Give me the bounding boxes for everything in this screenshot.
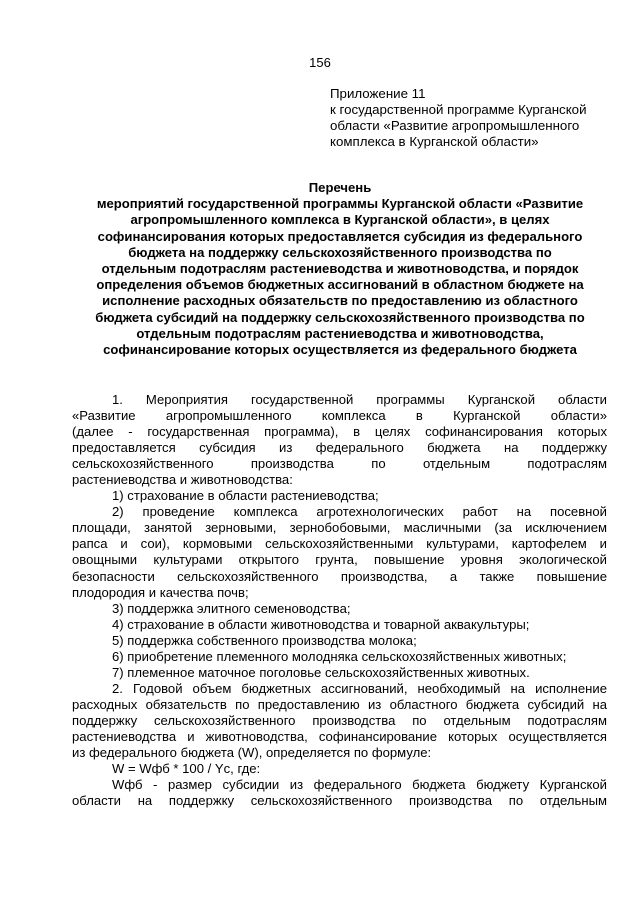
- appendix-block: [330, 86, 620, 150]
- heading-line: софинансирования которых предоставляется субсидия из федерального: [97, 228, 583, 244]
- document-heading: [60, 180, 620, 358]
- list-item: 3) поддержка элитного семеноводства;: [112, 600, 351, 616]
- appendix-line: Приложение 11: [330, 86, 426, 101]
- list-item: 4) страхование в области животноводства и товарной аквакультуры;: [112, 616, 530, 632]
- heading-line: мероприятий государственной программы Курганской области «Развитие: [96, 196, 584, 212]
- list-item: 2) проведение комплекса агротехнологических работ на посевной: [112, 504, 607, 520]
- body-line: Wфб - размер субсидии из федерального бюджета бюджету Курганской: [112, 777, 607, 793]
- list-item: 5) поддержка собственного производства молока;: [112, 632, 417, 648]
- body-line: (далее - государственная программа), в целях софинансирования которых: [72, 424, 607, 440]
- body-line: площади, занятой зерновыми, зернобобовыми, масличными (за исключением: [72, 520, 607, 536]
- body-line: растениеводства и животноводства:: [72, 472, 293, 488]
- appendix-line: к государственной программе Курганской: [330, 102, 587, 117]
- heading-title: Перечень: [308, 180, 372, 195]
- body-line: поддержку сельскохозяйственного производства по отдельным подотраслям: [72, 712, 607, 728]
- body-line: 1. Мероприятия государственной программы Курганской области: [112, 392, 607, 407]
- body-line: расходных обязательств по предоставлению из областного бюджета субсидий на: [72, 696, 607, 712]
- body-line: рапса и сои), кормовыми сельскохозяйственными культурами, картофелем и: [72, 536, 607, 552]
- body-line: 2. Годовой объем бюджетных ассигнований, необходимый на исполнение: [112, 680, 607, 696]
- document-body: [72, 392, 607, 809]
- heading-line: софинансирование которых осуществляется из федерального бюджета: [103, 342, 577, 358]
- body-line: плодородия и качества почв;: [72, 584, 249, 600]
- heading-line: отдельным подотраслям растениеводства и животноводства, и порядок: [101, 261, 579, 277]
- appendix-line: области «Развитие агропромышленного: [330, 118, 580, 133]
- body-line: овощными культурами открытого грунта, повышение уровня экологической: [72, 552, 607, 568]
- heading-line: бюджета субсидий на поддержку сельскохозяйственного производства по: [95, 309, 585, 325]
- list-item: 1) страхование в области растениеводства;: [112, 488, 379, 504]
- body-line: предоставляется субсидия из федерального бюджета на поддержку: [72, 440, 607, 456]
- heading-line: агропромышленного комплекса в Курганской области», в целях: [130, 212, 550, 228]
- heading-line: отдельным подотраслям растениеводства и животноводства,: [136, 325, 544, 341]
- body-line: «Развитие агропромышленного комплекса в Курганской области»: [72, 408, 607, 424]
- heading-line: исполнение расходных обязательств по предоставлению из областного: [102, 293, 578, 309]
- formula: W = Wфб * 100 / Yс, где:: [112, 761, 261, 777]
- list-item: 7) племенное маточное поголовье сельскохозяйственных животных.: [112, 664, 530, 680]
- appendix-line: комплекса в Курганской области»: [330, 134, 539, 149]
- body-line: безопасности сельскохозяйственного производства, а также повышение: [72, 568, 607, 584]
- heading-line: бюджета на поддержку сельскохозяйственного производства по: [128, 244, 552, 260]
- body-line: из федерального бюджета (W), определяется по формуле:: [72, 745, 432, 761]
- list-item: 6) приобретение племенного молодняка сельскохозяйственных животных;: [112, 648, 567, 664]
- body-line: растениеводства и животноводства, софинансирование которых осуществляется: [72, 728, 607, 744]
- body-line: сельскохозяйственного производства по отдельным подотраслям: [72, 456, 607, 472]
- heading-line: определения объемов бюджетных ассигнований в областном бюджете на: [96, 277, 584, 293]
- page-number: 156: [309, 55, 331, 70]
- body-line: области на поддержку сельскохозяйственного производства по отдельным: [72, 793, 607, 809]
